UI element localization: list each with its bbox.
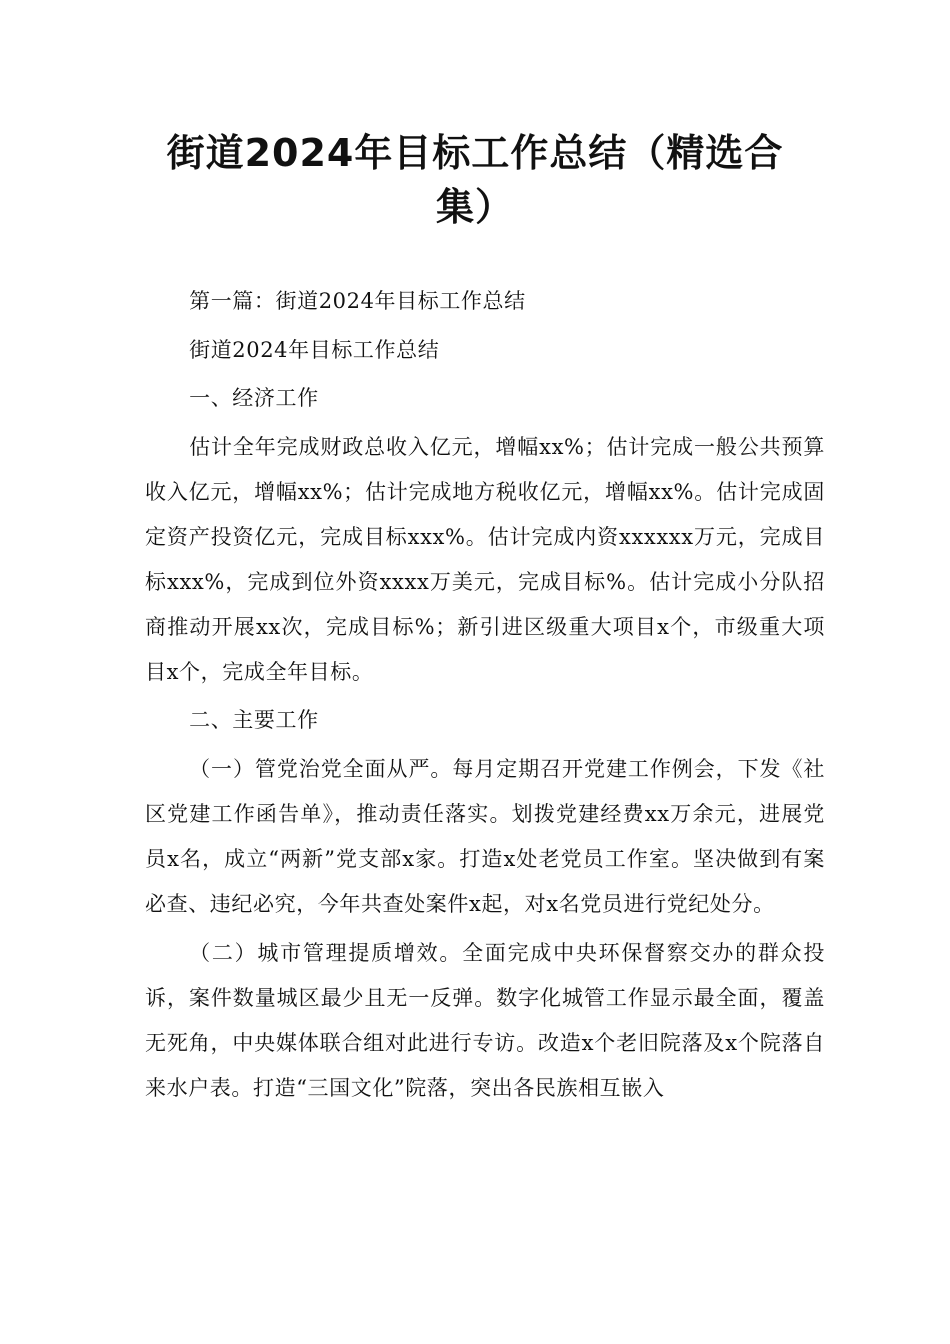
heading-main-work: 二、主要工作	[189, 708, 319, 733]
paragraph-urban-management: （二）城市管理提质增效。全面完成中央环保督察交办的群众投诉，案件数量城区最少且无一反弹。数字化城管工作显示最全面，覆盖无死角，中央媒体联合组对此进行专访。改造x个老旧院落及x个院落自来水户表。打造“三国文化”院落，突出各民族相互嵌入	[145, 940, 825, 1100]
document-title: 街道2024年目标工作总结（精选合集）	[166, 131, 784, 229]
paragraph-economic-work: 估计全年完成财政总收入亿元，增幅xx%；估计完成一般公共预算收入亿元，增幅xx%；估计完成地方税收亿元，增幅xx%。估计完成固定资产投资亿元，完成目标xxx%。估计完成内资xxxxxx万元，完成目标xxx%，完成到位外资xxxx万美元，完成目标%。估计完成小分队招商推动开展xx次，完成目标%；新引进区级重大项目x个，市级重大项目x个，完成全年目标。	[145, 434, 825, 684]
heading-economic-work: 一、经济工作	[189, 386, 319, 411]
paragraph-party-governance: （一）管党治党全面从严。每月定期召开党建工作例会，下发《社区党建工作函告单》，推动责任落实。划拨党建经费xx万余元，进展党员x名，成立“两新”党支部x家。打造x处老党员工作室。坚决做到有案必查、违纪必究，今年共查处案件x起，对x名党员进行党纪处分。	[145, 756, 825, 916]
document-body	[145, 279, 825, 1114]
section-subtitle: 街道2024年目标工作总结	[189, 337, 440, 362]
section-heading-part-one: 第一篇：街道2024年目标工作总结	[189, 289, 526, 313]
